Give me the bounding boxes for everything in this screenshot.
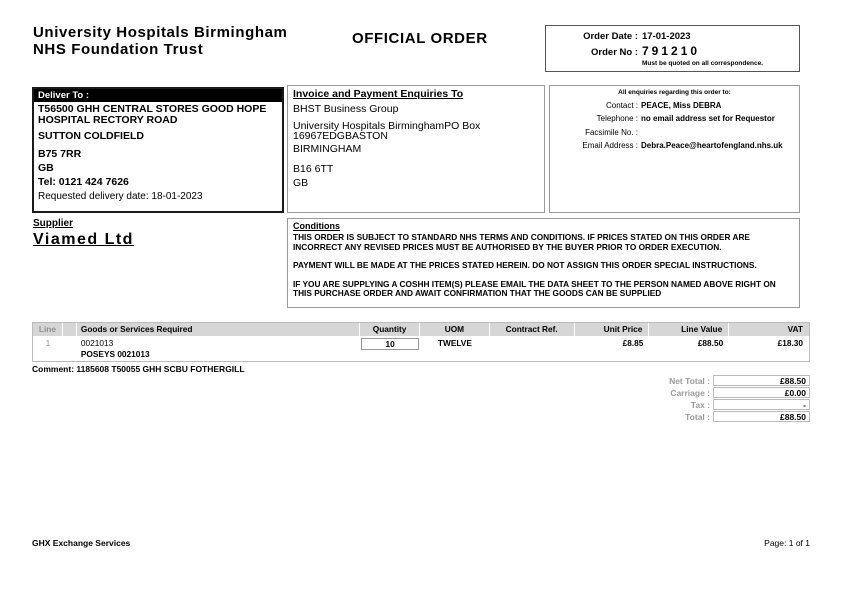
header-quantity: Quantity [360, 323, 420, 336]
tax-label: Tax : [690, 399, 710, 410]
items-table [32, 322, 810, 362]
tax-value: - [713, 399, 810, 410]
email-value: Debra.Peace@heartofengland.nhs.uk [641, 141, 783, 150]
requested-delivery-date: Requested delivery date: 18-01-2023 [38, 191, 203, 202]
invoice-line: BHST Business Group [293, 103, 399, 115]
item-vat: £18.30 [777, 338, 803, 348]
total-row [490, 411, 810, 422]
item-unit-price: £8.85 [622, 338, 644, 348]
contact-label: Contact : [605, 100, 638, 110]
supplier-label: Supplier [33, 218, 74, 229]
telephone-label: Telephone : [596, 114, 638, 123]
enquiries-heading: All enquiries regarding this order to: [618, 89, 731, 96]
order-comment: Comment: 1185608 T50055 GHH SCBU FOTHERGILL [32, 364, 245, 374]
carriage-label: Carriage : [670, 387, 710, 398]
net-total-label: Net Total : [669, 375, 710, 386]
item-contract-ref [490, 338, 575, 361]
order-enquiries-box [549, 85, 800, 213]
deliver-country: GB [38, 162, 54, 174]
conditions-heading: Conditions [293, 221, 340, 231]
items-table-header [33, 323, 809, 336]
item-code: 0021013 [80, 338, 114, 348]
org-name [33, 24, 288, 58]
invoice-enquiries-box [287, 85, 545, 213]
conditions-paragraph: IF YOU ARE SUPPLYING A COSHH ITEM(S) PLEASE EMAIL THE DATA SHEET TO THE PERSON NAMED ABOVE RIGHT ON THIS PURCHASE ORDER AND AWAIT CONFIRMATION THAT THE GOODS CAN BE SUPPLIED [293, 278, 776, 298]
item-quantity-cell [360, 338, 420, 361]
invoice-enquiries-heading: Invoice and Payment Enquiries To [293, 88, 464, 100]
item-description: POSEYS 0021013 [80, 349, 150, 359]
header-uom: UOM [420, 323, 490, 336]
facsimile-value [641, 128, 799, 137]
invoice-line: B16 6TT [293, 163, 334, 175]
contact-value: PEACE, Miss DEBRA [641, 100, 722, 110]
totals-section [490, 375, 810, 423]
conditions-box [287, 218, 800, 308]
invoice-line: 16967EDGBASTON [293, 130, 388, 142]
header-unit-price: Unit Price [575, 323, 650, 336]
item-line-number: 1 [45, 338, 51, 348]
item-goods-cell [77, 338, 360, 361]
net-total-row [490, 375, 810, 386]
deliver-postcode: B75 7RR [38, 148, 82, 160]
total-label: Total : [685, 411, 710, 422]
deliver-address-line1: T56500 GHH CENTRAL STORES GOOD HOPE HOSPITAL RECTORY ROAD [38, 103, 267, 126]
order-date-row [546, 31, 799, 42]
conditions-paragraph: PAYMENT WILL BE MADE AT THE PRICES STATED HEREIN. DO NOT ASSIGN THIS ORDER SPECIAL INSTRUCTIONS. [293, 260, 757, 270]
supplier-name: Viamed Ltd [33, 231, 134, 248]
order-no-row [546, 44, 799, 58]
order-date-label: Order Date : [583, 31, 638, 42]
header-vat: VAT [787, 324, 803, 334]
invoice-line: University Hospitals BirminghamPO Box [293, 120, 481, 132]
order-no-value: 791210 [642, 44, 701, 58]
conditions-paragraph: THIS ORDER IS SUBJECT TO STANDARD NHS TERMS AND CONDITIONS. IF PRICES STATED ON THIS ORDER ARE INCORRECT ANY REVISED PRICES MUST BE AUTHORISED BY THE BUYER PRIOR TO ORDER EXECUTION. [293, 232, 750, 252]
footer-service-name: GHX Exchange Services [32, 538, 131, 548]
invoice-line: BIRMINGHAM [293, 143, 362, 155]
item-line-value: £88.50 [697, 338, 724, 348]
order-no-label: Order No : [591, 47, 638, 58]
page-title: OFFICIAL ORDER [352, 30, 488, 47]
order-info-box [545, 25, 800, 72]
invoice-line: GB [293, 177, 309, 189]
item-blank-cell [63, 338, 77, 361]
carriage-value: £0.00 [713, 387, 810, 398]
deliver-to-address [34, 102, 282, 204]
deliver-to-header: Deliver To : [34, 89, 282, 102]
item-uom: TWELVE [437, 338, 472, 348]
deliver-to-box [32, 87, 284, 213]
deliver-telephone: Tel: 0121 424 7626 [38, 176, 129, 188]
order-date-value: 17-01-2023 [642, 31, 691, 42]
total-value: £88.50 [713, 411, 810, 422]
tax-row [490, 399, 810, 410]
header-contract-ref: Contract Ref. [490, 323, 575, 336]
enquiries-contact-row [550, 101, 799, 110]
table-row [33, 336, 809, 361]
telephone-value: no email address set for Requestor [641, 114, 775, 123]
enquiries-email-row [550, 141, 799, 150]
deliver-address-line2: SUTTON COLDFIELD [38, 130, 144, 142]
order-note: Must be quoted on all correspondence. [642, 60, 763, 67]
header-line-value: Line Value [649, 323, 729, 336]
email-label: Email Address : [582, 141, 638, 150]
enquiries-telephone-row [550, 114, 799, 123]
header-goods: Goods or Services Required [77, 323, 360, 336]
header-blank [63, 323, 77, 336]
enquiries-facsimile-row [550, 128, 799, 137]
facsimile-label: Facsimile No. : [585, 127, 638, 137]
header-line: Line [33, 323, 63, 336]
item-quantity: 10 [361, 338, 419, 350]
footer-page-number: Page: 1 of 1 [764, 538, 810, 548]
carriage-row [490, 387, 810, 398]
org-name-line1: University Hospitals Birmingham [33, 24, 288, 41]
org-name-line2: NHS Foundation Trust [33, 41, 204, 58]
net-total-value: £88.50 [713, 375, 810, 386]
